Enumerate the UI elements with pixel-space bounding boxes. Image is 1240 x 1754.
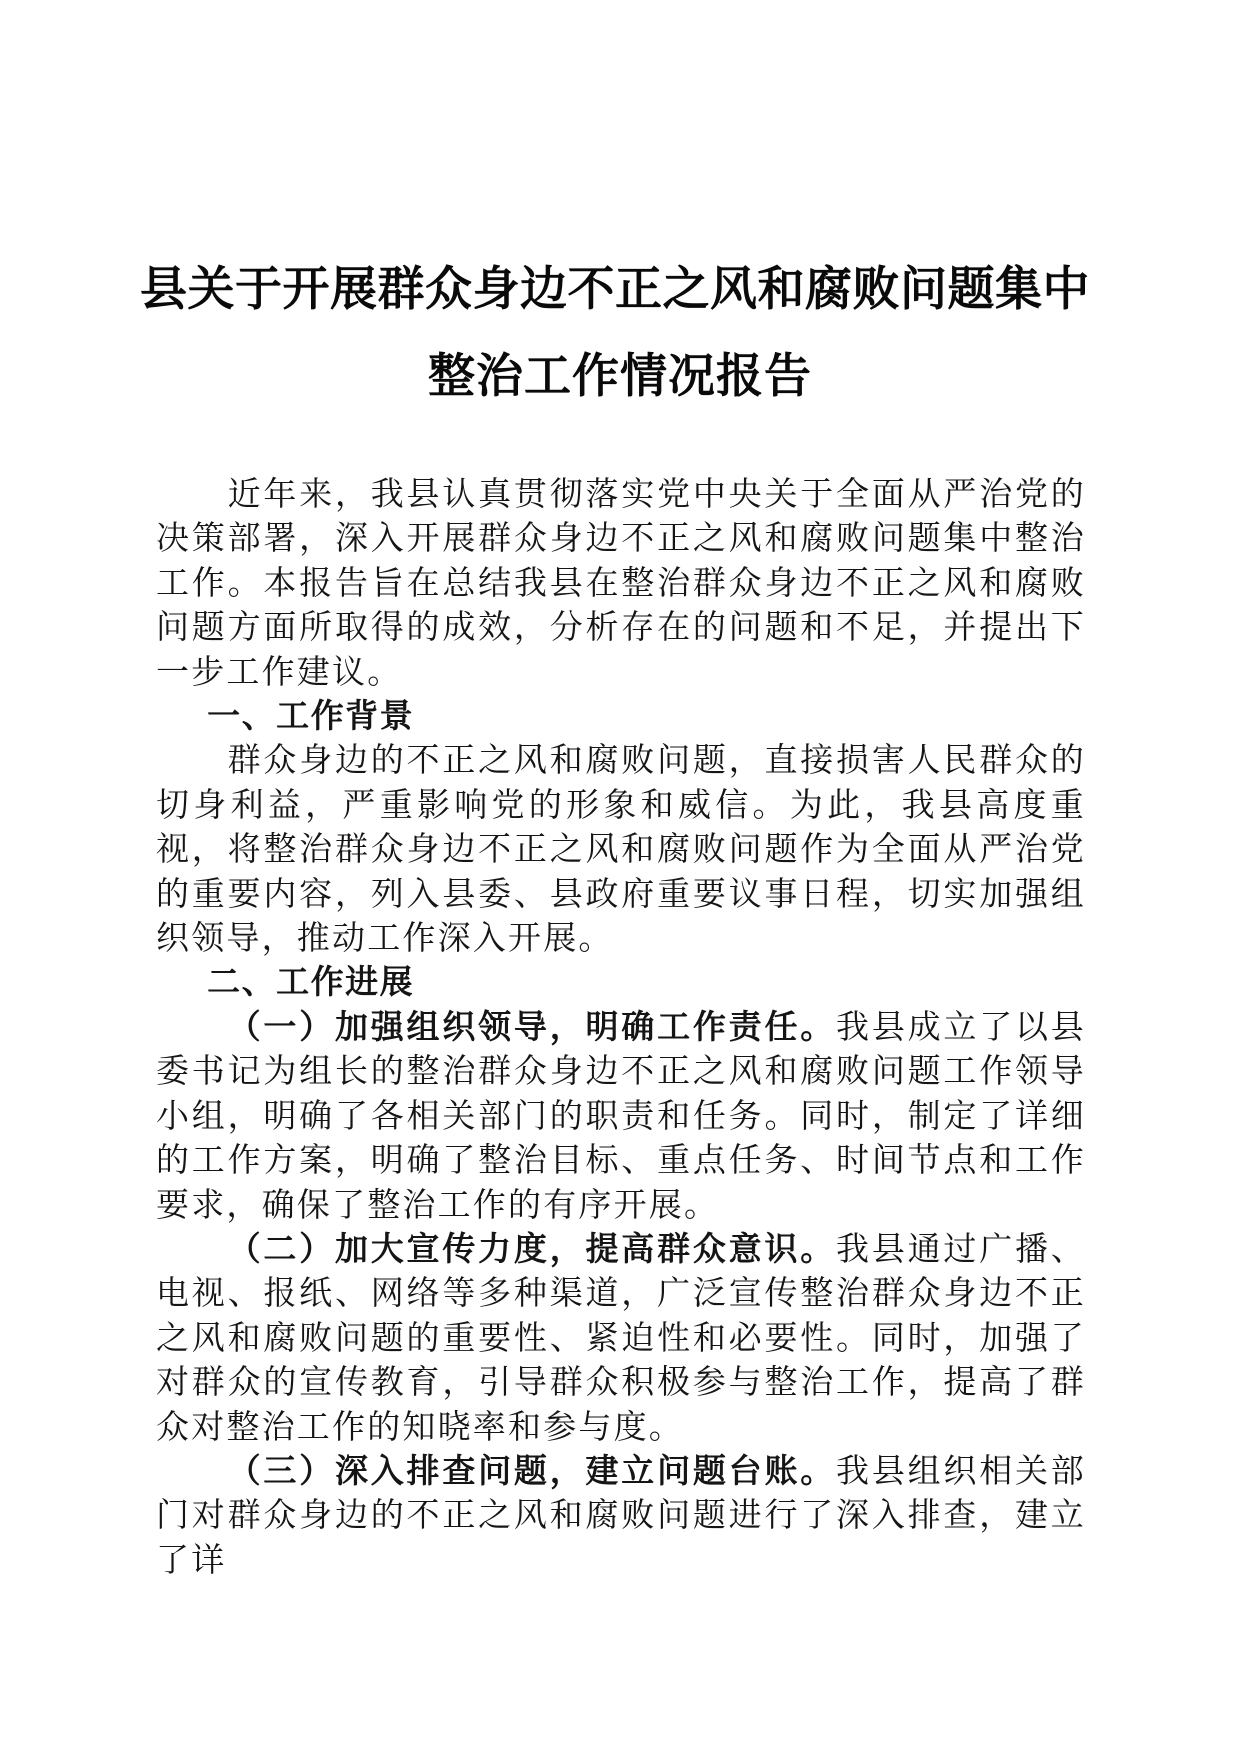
document-title-line-1: 县关于开展群众身边不正之风和腐败问题集中 [140,262,1090,317]
section-heading-background: 一、工作背景 [207,696,415,736]
intro-paragraph: 近年来，我县认真贯彻落实党中央关于全面从严治党的决策部署，深入开展群众身边不正之风和腐败问题集中整治工作。本报告旨在总结我县在整治群众身边不正之风和腐败问题方面所取得的成效，分析存在的问题和不足，并提出下一步工作建议。 [156,474,1086,691]
progress-item-2 [156,1227,1086,1449]
document-title-line-2: 整治工作情况报告 [428,349,812,404]
background-paragraph: 群众身边的不正之风和腐败问题，直接损害人民群众的切身利益，严重影响党的形象和威信。为此，我县高度重视，将整治群众身边不正之风和腐败问题作为全面从严治党的重要内容，列入县委、县政府重要议事日程，切实加强组织领导，推动工作深入开展。 [156,740,1086,958]
progress-item-3-text: 我县组织相关部门对群众身边的不正之风和腐败问题进行了深入排查，建立了详 [156,1450,1086,1579]
progress-item-2-text: 我县通过广播、电视、报纸、网络等多种渠道，广泛宣传整治群众身边不正之风和腐败问题的重要性、紧迫性和必要性。同时，加强了对群众的宣传教育，引导群众积极参与整治工作，提高了群众对整治工作的知晓率和参与度。 [156,1228,1086,1446]
progress-item-1-text: 我县成立了以县委书记为组长的整治群众身边不正之风和腐败问题工作领导小组，明确了各相关部门的职责和任务。同时，制定了详细的工作方案，明确了整治目标、重点任务、时间节点和工作要求，确保了整治工作的有序开展。 [156,1006,1086,1224]
progress-item-1 [156,1005,1086,1227]
progress-item-1-lead: （一）加强组织领导，明确工作责任。 [227,1006,837,1046]
progress-item-2-lead: （二）加大宣传力度，提高群众意识。 [227,1228,837,1268]
progress-item-3 [156,1449,1086,1582]
document-body [156,472,1086,1582]
section-heading-progress: 二、工作进展 [207,962,415,1002]
progress-item-3-lead: （三）深入排查问题，建立问题台账。 [227,1450,837,1490]
